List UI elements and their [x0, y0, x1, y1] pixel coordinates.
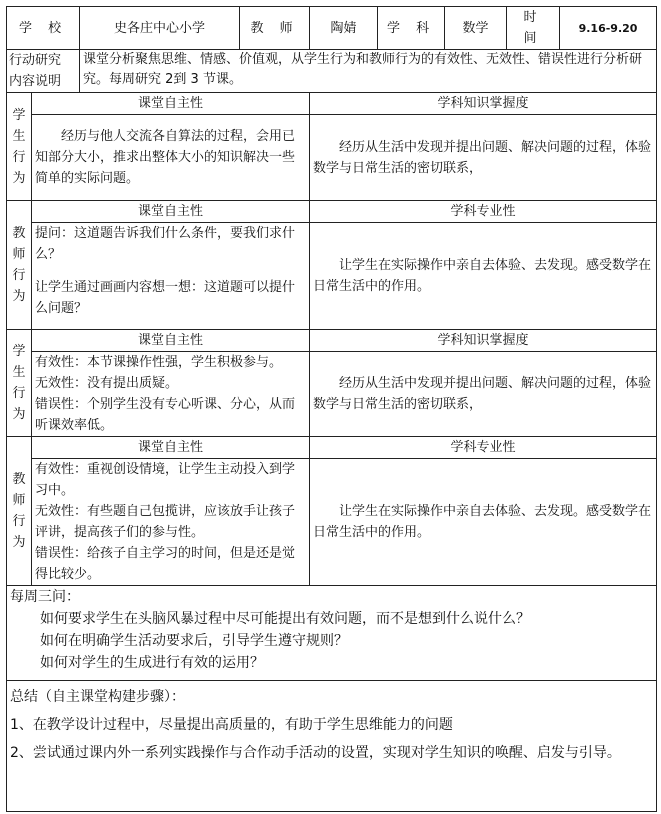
section-3-content-row [7, 352, 657, 437]
research-row [7, 50, 657, 93]
section-3-left-line-1: 有效性：本节课操作性强，学生积极参与。 [35, 355, 283, 370]
section-4-side-label: 教师行为 [7, 437, 32, 586]
research-text: 课堂分析聚焦思维、情感、价值观，从学生行为和教师行为的有效性、无效性、错误性进行分析研究。每周研究 2到 3 节课。 [80, 50, 657, 93]
section-1-left-content [32, 115, 310, 201]
header-row [7, 7, 657, 50]
time-label: 时 间 [507, 7, 560, 50]
section-1-heading-row [7, 93, 657, 115]
summary-item-2: 2、尝试通过课内外一系列实践操作与合作动手活动的设置，实现对学生知识的唤醒、启发与引导。 [10, 745, 621, 761]
teacher-value: 陶婧 [310, 7, 378, 50]
section-4-heading-row [7, 437, 657, 459]
section-4-right-content [310, 459, 657, 586]
summary-title: 总结（自主课堂构建步骤）： [10, 689, 185, 705]
section-1-right-content [310, 115, 657, 201]
weekly-question-1: 如何要求学生在头脑风暴过程中尽可能提出有效问题，而不是想到什么说什么？ [40, 611, 530, 627]
school-value: 史各庄中心小学 [80, 7, 240, 50]
time-value: 9.16-9.20 [560, 7, 657, 50]
section-2-content-row [7, 223, 657, 330]
section-2-right-line-1: 让学生在实际操作中亲自去体验、去发现。感受数学在日常生活中的作用。 [313, 258, 652, 294]
weekly-questions-row [7, 586, 657, 681]
section-1-side-label: 学生行为 [7, 93, 32, 201]
section-4-left-line-2: 无效性：有些题自己包揽讲，应该放手让孩子评讲，提高孩子们的参与性。 [35, 504, 296, 540]
school-label: 学 校 [7, 7, 80, 50]
research-label [7, 50, 80, 93]
subject-label: 学 科 [378, 7, 445, 50]
weekly-title: 每周三问： [10, 589, 80, 605]
section-4-right-line-1: 让学生在实际操作中亲自去体验、去发现。感受数学在日常生活中的作用。 [313, 504, 652, 540]
section-3-right-content [310, 352, 657, 437]
section-2-side-label: 教师行为 [7, 201, 32, 330]
section-2-left-line-1: 提问：这道题告诉我们什么条件，要我们求什么？ [35, 226, 296, 262]
section-1-right-line-1: 经历从生活中发现并提出问题、解决问题的过程，体验数学与日常生活的密切联系， [313, 139, 652, 176]
research-label-line2: 内容说明 [9, 74, 62, 89]
teacher-label: 教 师 [240, 7, 310, 50]
weekly-questions [7, 586, 657, 681]
weekly-question-2: 如何在明确学生活动要求后，引导学生遵守规则？ [40, 633, 348, 649]
section-3-left-line-3: 错误性：个别学生没有专心听课、分心，从而听课效率低。 [35, 397, 296, 433]
section-1-left-heading: 课堂自主性 [32, 93, 310, 115]
section-1-right-heading: 学科知识掌握度 [310, 93, 657, 115]
section-3-left-content [32, 352, 310, 437]
section-2-left-heading: 课堂自主性 [32, 201, 310, 223]
section-4-left-line-3: 错误性：给孩子自主学习的时间，但是还是觉得比较少。 [35, 546, 296, 582]
section-1-content-row [7, 115, 657, 201]
section-3-left-line-2: 无效性：没有提出质疑。 [35, 376, 179, 391]
section-2-right-content [310, 223, 657, 330]
section-4-left-content [32, 459, 310, 586]
weekly-question-3: 如何对学生的生成进行有效的运用？ [40, 655, 264, 671]
section-2-left-line-2: 让学生通过画画内容想一想：这道题可以提什么问题？ [35, 280, 296, 316]
summary-row [7, 681, 657, 812]
summary-item-1: 1、在教学设计过程中，尽量提出高质量的，有助于学生思维能力的问题 [10, 717, 453, 733]
section-1-left-line-1: 经历与他人交流各自算法的过程，会用已知部分大小，推求出整体大小的知识解决一些简单的实际问题。 [35, 129, 296, 186]
section-3-left-heading: 课堂自主性 [32, 330, 310, 352]
section-4-content-row [7, 459, 657, 586]
section-3-right-line-1: 经历从生活中发现并提出问题、解决问题的过程，体验数学与日常生活的密切联系， [313, 376, 652, 412]
section-4-left-heading: 课堂自主性 [32, 437, 310, 459]
section-3-right-heading: 学科知识掌握度 [310, 330, 657, 352]
section-4-right-heading: 学科专业性 [310, 437, 657, 459]
section-2-left-content [32, 223, 310, 330]
section-4-left-line-1: 有效性：重视创设情境，让学生主动投入到学习中。 [35, 462, 296, 498]
section-3-heading-row [7, 330, 657, 352]
summary [7, 681, 657, 812]
lesson-analysis-table [6, 6, 657, 812]
section-2-right-heading: 学科专业性 [310, 201, 657, 223]
section-3-side-label: 学生行为 [7, 330, 32, 437]
research-label-line1: 行动研究 [9, 53, 62, 68]
subject-value: 数学 [445, 7, 507, 50]
section-2-heading-row [7, 201, 657, 223]
